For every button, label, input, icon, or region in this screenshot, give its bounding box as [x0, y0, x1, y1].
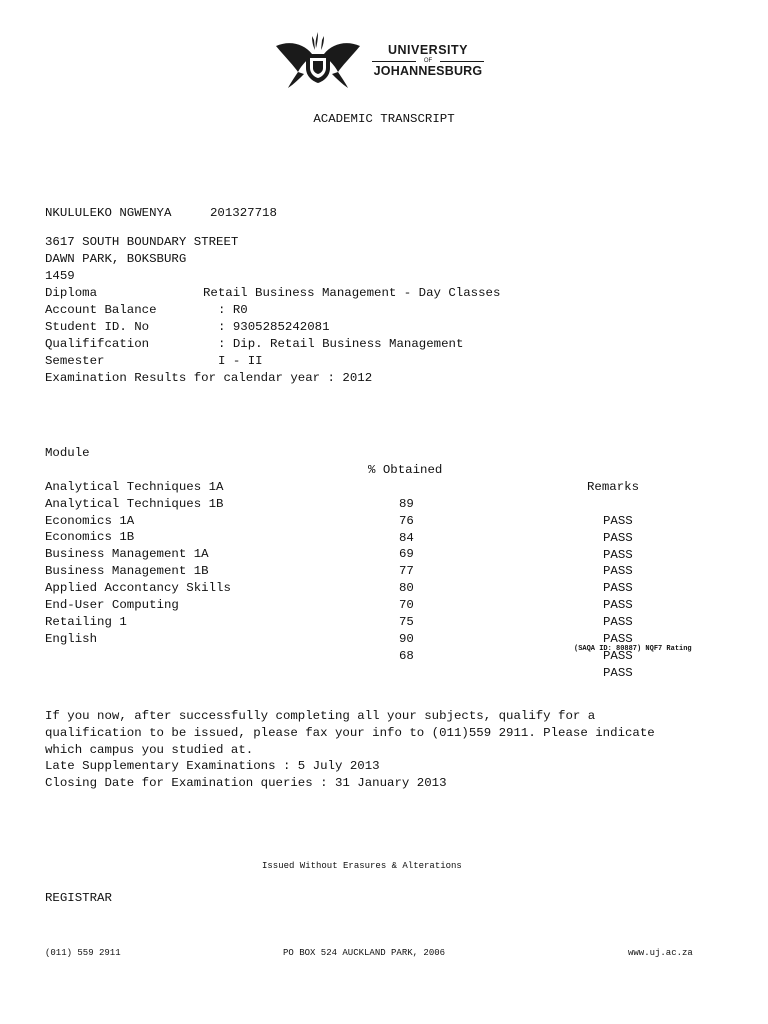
detail-value: : R0 [218, 303, 248, 317]
notice-line: Late Supplementary Examinations : 5 July 2013 [45, 759, 380, 773]
detail-label: Student ID. No [45, 320, 150, 334]
registrar-label: REGISTRAR [45, 891, 112, 905]
notice-line: Closing Date for Examination queries : 31 January 2013 [45, 776, 447, 790]
detail-value: : Dip. Retail Business Management [218, 337, 464, 351]
university-logo [268, 28, 492, 94]
remark: PASS [603, 581, 633, 595]
remark: PASS [603, 649, 633, 663]
footer-phone: (011) 559 2911 [45, 948, 121, 958]
remark: PASS [603, 598, 633, 612]
remark: PASS [603, 615, 633, 629]
remark: PASS [603, 564, 633, 578]
percent-obtained: 68 [399, 649, 414, 663]
detail-label: Diploma [45, 286, 98, 300]
footer-website[interactable]: www.uj.ac.za [628, 948, 693, 958]
address-line: 3617 SOUTH BOUNDARY STREET [45, 235, 239, 249]
crest-icon [268, 28, 368, 94]
percent-obtained: 69 [399, 547, 414, 561]
remark: PASS [603, 531, 633, 545]
detail-value: I - II [218, 354, 263, 368]
module-name: Economics 1A [45, 514, 135, 528]
module-name: Retailing 1 [45, 615, 127, 629]
logo-line-1: UNIVERSITY [387, 43, 468, 57]
remark: PASS [603, 666, 633, 680]
percent-obtained: 75 [399, 615, 414, 629]
logo-line-2: OF [366, 57, 490, 65]
module-name: Analytical Techniques 1A [45, 480, 224, 494]
percent-obtained: 77 [399, 564, 414, 578]
address-line: 1459 [45, 269, 75, 283]
percent-obtained: 90 [399, 632, 414, 646]
module-name: Analytical Techniques 1B [45, 497, 224, 511]
percent-obtained: 84 [399, 531, 414, 545]
issued-note: Issued Without Erasures & Alterations [262, 861, 462, 871]
percent-obtained: 76 [399, 514, 414, 528]
module-name: Applied Accontancy Skills [45, 581, 231, 595]
footer-address: PO BOX 524 AUCKLAND PARK, 2006 [283, 948, 446, 958]
notice-line: If you now, after successfully completing all your subjects, qualify for a [45, 709, 596, 723]
header-obtained: % Obtained [368, 463, 443, 477]
percent-obtained: 70 [399, 598, 414, 612]
module-name: English [45, 632, 98, 646]
address-line: DAWN PARK, BOKSBURG [45, 252, 187, 266]
exam-year-line: Examination Results for calendar year : 2012 [45, 371, 373, 385]
header-module: Module [45, 446, 90, 460]
detail-value: Retail Business Management - Day Classes [203, 286, 501, 300]
notice-line: which campus you studied at. [45, 743, 254, 757]
student-name: NKULULEKO NGWENYA [45, 206, 172, 220]
header-remarks: Remarks [587, 480, 640, 494]
module-name: Business Management 1B [45, 564, 209, 578]
module-name: Economics 1B [45, 530, 135, 544]
student-number: 201327718 [210, 206, 277, 220]
saqa-note: (SAQA ID: 80887) NQF7 Rating [574, 645, 692, 653]
remark: PASS [603, 632, 633, 646]
detail-label: Account Balance [45, 303, 157, 317]
logo-wordmark [366, 44, 490, 78]
detail-label: Semester [45, 354, 105, 368]
remark: PASS [603, 548, 633, 562]
document-title: ACADEMIC TRANSCRIPT [313, 112, 455, 126]
detail-label: Qualififcation [45, 337, 150, 351]
logo-line-3: JOHANNESBURG [373, 64, 483, 78]
percent-obtained: 80 [399, 581, 414, 595]
module-name: End-User Computing [45, 598, 179, 612]
remark: PASS [603, 514, 633, 528]
detail-value: : 9305285242081 [218, 320, 330, 334]
percent-obtained: 89 [399, 497, 414, 511]
notice-line: qualification to be issued, please fax your info to (011)559 2911. Please indicate [45, 726, 655, 740]
module-name: Business Management 1A [45, 547, 209, 561]
